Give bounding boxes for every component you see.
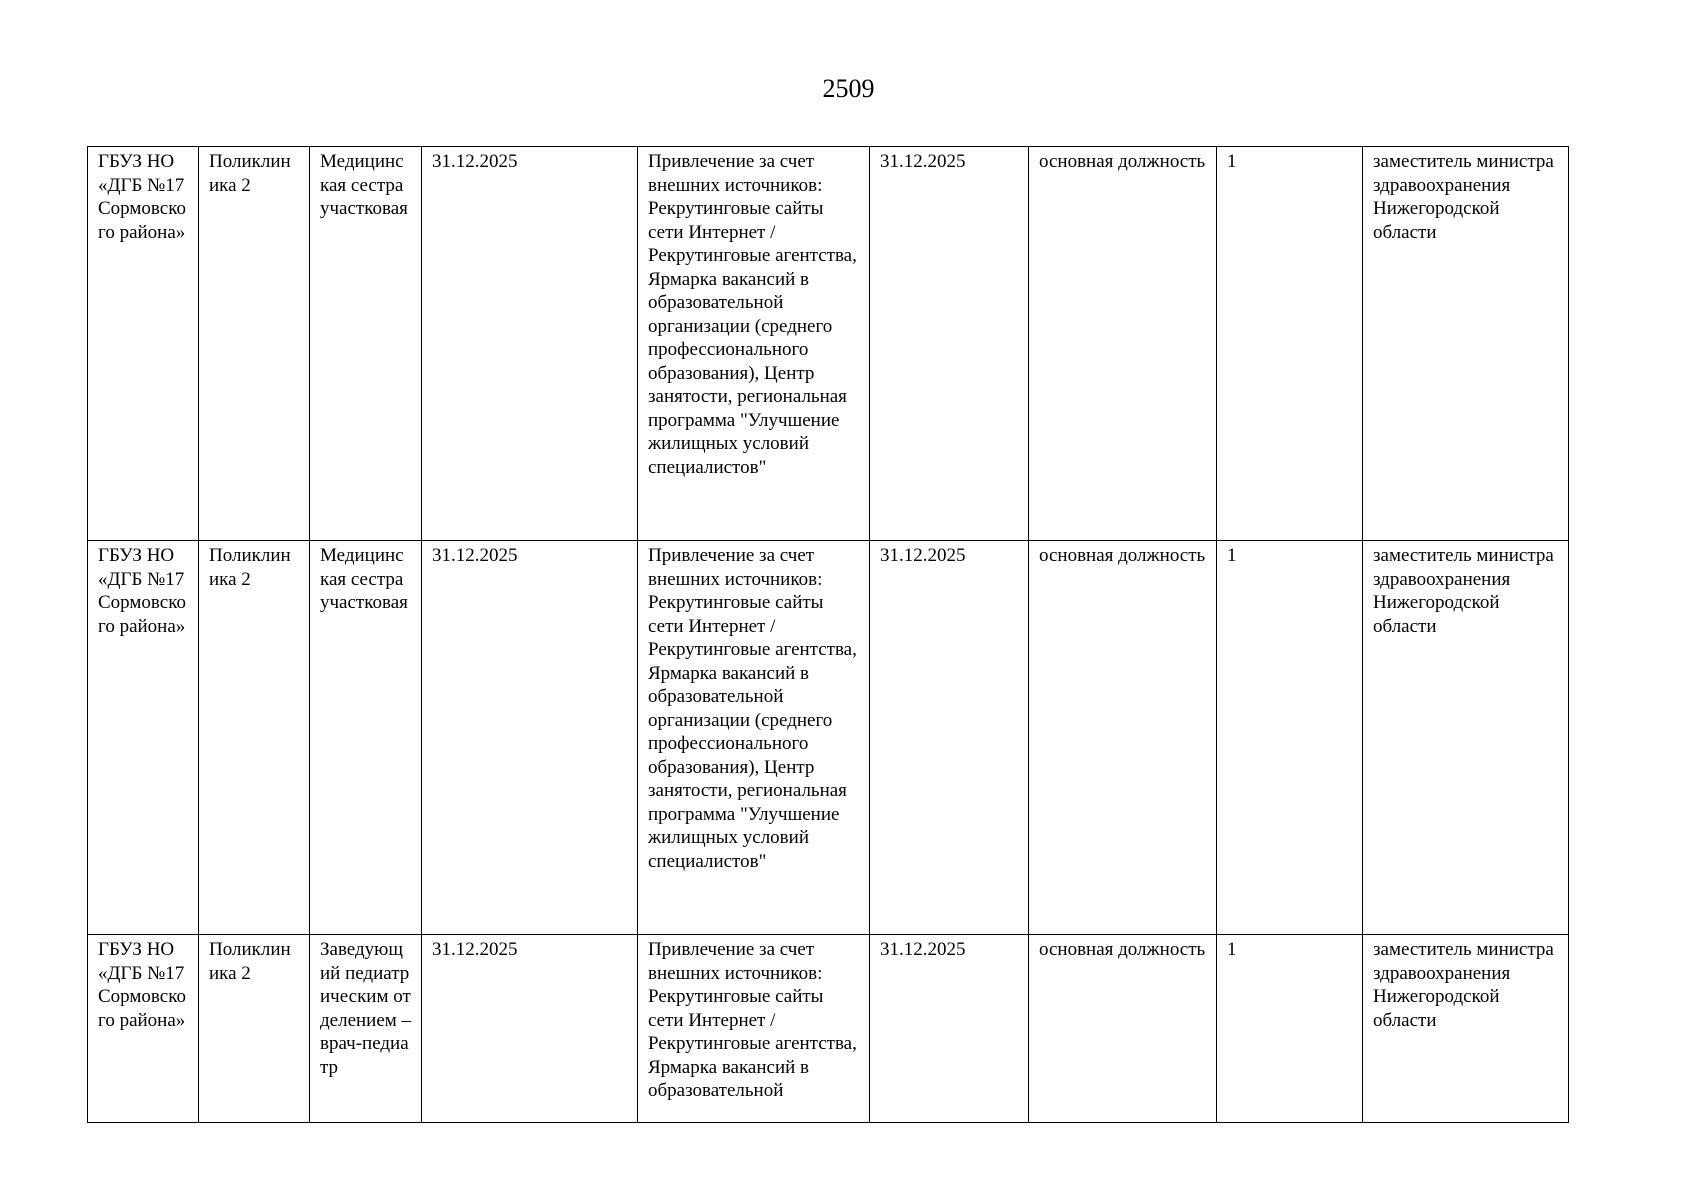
page-number: 2509 (822, 74, 875, 103)
cell-unit: Поликлиника 2 (199, 147, 310, 541)
cell-method: Привлечение за счет внешних источников: Рекрутинговые сайты сети Интернет / Рекрутинговые агентства, Ярмарка вакансий в образовательной организации (среднего профессионального образования), Центр занятости, региональная программа "Улучшение жилищных условий специалистов" (638, 147, 870, 541)
cell-date-start: 31.12.2025 (422, 541, 638, 935)
cell-count: 1 (1217, 541, 1363, 935)
cell-responsible: заместитель министра здравоохранения Нижегородской области (1363, 147, 1569, 541)
cell-responsible: заместитель министра здравоохранения Нижегородской области (1363, 935, 1569, 1123)
cell-responsible: заместитель министра здравоохранения Нижегородской области (1363, 541, 1569, 935)
cell-job-type: основная должность (1029, 147, 1217, 541)
cell-method: Привлечение за счет внешних источников: Рекрутинговые сайты сети Интернет / Рекрутинговые агентства, Ярмарка вакансий в образовательной (638, 935, 870, 1123)
vacancy-table (87, 146, 1569, 1123)
cell-position: Медицинская сестра участковая (310, 541, 422, 935)
cell-count: 1 (1217, 935, 1363, 1123)
cell-date-end: 31.12.2025 (870, 147, 1029, 541)
table-row (88, 147, 1569, 541)
table-row (88, 935, 1569, 1123)
cell-position: Медицинская сестра участковая (310, 147, 422, 541)
cell-org: ГБУЗ НО «ДГБ №17 Сормовского района» (88, 147, 199, 541)
cell-unit: Поликлиника 2 (199, 541, 310, 935)
cell-date-end: 31.12.2025 (870, 935, 1029, 1123)
cell-method: Привлечение за счет внешних источников: Рекрутинговые сайты сети Интернет / Рекрутинговые агентства, Ярмарка вакансий в образовательной организации (среднего профессионального образования), Центр занятости, региональная программа "Улучшение жилищных условий специалистов" (638, 541, 870, 935)
cell-org: ГБУЗ НО «ДГБ №17 Сормовского района» (88, 935, 199, 1123)
cell-date-end: 31.12.2025 (870, 541, 1029, 935)
cell-date-start: 31.12.2025 (422, 147, 638, 541)
cell-job-type: основная должность (1029, 935, 1217, 1123)
cell-count: 1 (1217, 147, 1363, 541)
cell-date-start: 31.12.2025 (422, 935, 638, 1123)
cell-position: Заведующий педиатрическим отделением – врач-педиатр (310, 935, 422, 1123)
table-row (88, 541, 1569, 935)
cell-org: ГБУЗ НО «ДГБ №17 Сормовского района» (88, 541, 199, 935)
cell-unit: Поликлиника 2 (199, 935, 310, 1123)
cell-job-type: основная должность (1029, 541, 1217, 935)
